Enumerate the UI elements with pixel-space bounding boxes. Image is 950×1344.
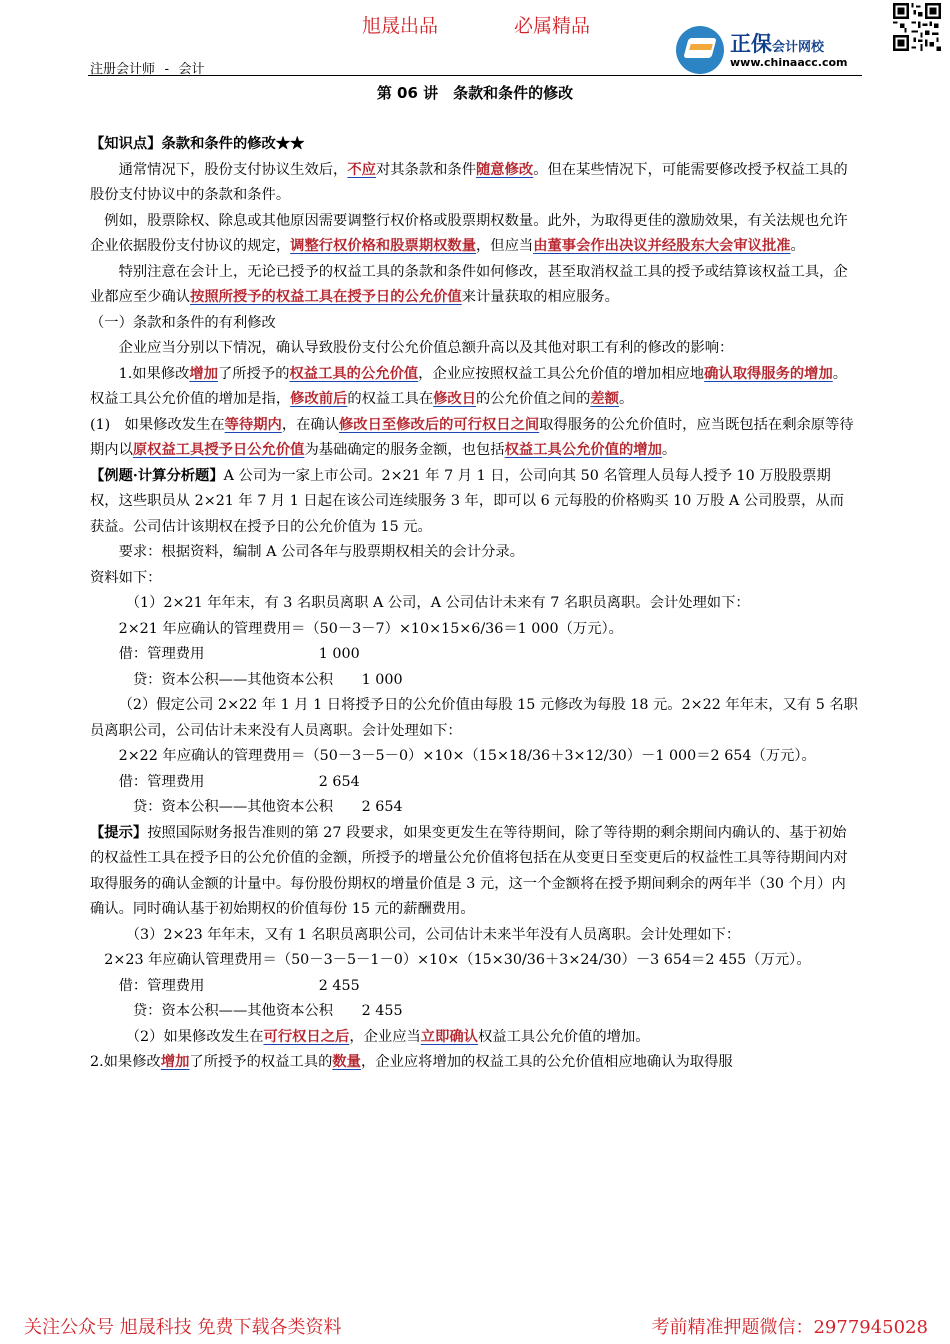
paragraph: 1.如果修改增加了所授予的权益工具的公允价值，企业应按照权益工具公允价值的增加相应地确认取得服务的增加。权益工具公允价值的增加是指，修改前后的权益工具在修改日的公允价值之间的差额。 [90,365,848,407]
paragraph: 资料如下： [90,569,162,586]
footer-left: 关注公众号 旭晟科技 免费下载各类资料 [24,1317,342,1338]
paragraph: 2.如果修改增加了所授予的权益工具的数量，企业应将增加的权益工具的公允价值相应地确认为取得服 [90,1054,733,1070]
brand-right: 必属精品 [514,15,591,37]
journal-debit: 借：管理费用 2 455 [118,977,360,994]
course-name: 注册会计师 - 会计 [90,62,205,77]
lecture-title: 第 06 讲 条款和条件的修改 [376,84,574,102]
paragraph: 例如，股票除权、除息或其他原因需要调整行权价格或股票期权数量。此外，为取得更佳的激励效果，有关法规也允许企业依据股份支付协议的规定，调整行权价格和股票期权数量，但应当由董事会作出决议并经股东大会审议批准。 [90,212,848,254]
paragraph: （1）2×21 年年末，有 3 名职员离职 A 公司，A 公司估计未来有 7 名职员离职。会计处理如下： [125,595,750,611]
knowledge-heading: 【知识点】条款和条件的修改★★ [90,136,305,152]
logo-emblem-icon [676,26,724,74]
journal-credit: 贷：资本公积——其他资本公积 2 654 [132,799,403,815]
brand-left: 旭晟出品 [362,15,439,37]
tip-paragraph: 【提示】按照国际财务报告准则的第 27 段要求，如果变更发生在等待期间，除了等待期的剩余期间内确认的、基于初始的权益性工具在授予日的公允价值的金额，所授予的增量公允价值将包括在从变更日至变更后的权益性工具等待期间内对取得服务的确认金额的计量中。每份股份期权的增量价值是 3 元，这一个金额将在授予期间剩余的两年半（30 个月）内确认。同时确认基于初始期权的价值每份 15 元的薪酬费用。 [90,824,848,917]
formula-line: 2×23 年应确认管理费用＝（50－3－5－1－0）×10×（15×30/36＋3×24/30）－3 654＝2 455（万元）。 [104,952,811,968]
footer-right: 考前精准押题微信：2977945028 [651,1317,928,1338]
paragraph: （3）2×23 年年末，又有 1 名职员离职公司，公司估计未来半年没有人员离职。会计处理如下： [125,926,741,943]
paragraph: 特别注意在会计上，无论已授予的权益工具的条款和条件如何修改，甚至取消权益工具的授予或结算该权益工具，企业都应至少确认按照所授予的权益工具在授予日的公允价值来计量获取的相应服务。 [90,263,848,305]
journal-credit: 贷：资本公积——其他资本公积 1 000 [132,671,403,688]
paragraph: 通常情况下，股份支付协议生效后，不应对其条款和条件随意修改。但在某些情况下，可能需要修改授予权益工具的股份支付协议中的条款和条件。 [90,161,848,203]
logo-url: www.chinaacc.com [730,56,848,69]
example-paragraph: 【例题·计算分析题】A 公司为一家上市公司。2×21 年 7 月 1 日，公司向其 50 名管理人员每人授予 10 万股股票期权，这些职员从 2×21 年 7 月 1 日起在该公司连续服务 3 年，即可以 6 元每股的价格购买 10 万股 A 公司股票，从而获益。公司估计该期权在授予日的公允价值为 15 元。 [90,467,844,535]
section-heading: （一）条款和条件的有利修改 [90,314,276,331]
logo-name: 正保 [730,32,772,56]
document-body [90,132,858,1076]
qr-code-icon [893,3,941,51]
logo-subname: 会计网校 [772,40,825,55]
paragraph: 企业应当分别以下情况，确认导致股份支付公允价值总额升高以及其他对职工有利的修改的影响： [118,340,734,356]
paragraph: (1) 如果修改发生在等待期内，在确认修改日至修改后的可行权日之间取得服务的公允价值时，应当既包括在剩余原等待期内以原权益工具授予日公允价值为基础确定的服务金额，也包括权益工具公允价值的增加。 [90,416,854,458]
formula-line: 2×21 年应确认的管理费用＝（50－3－7）×10×15×6/36＝1 000（万元）。 [118,620,623,637]
journal-debit: 借：管理费用 2 654 [118,773,360,790]
site-logo[interactable] [676,26,866,76]
paragraph: （2）假定公司 2×22 年 1 月 1 日将授予日的公允价值由每股 15 元修改为每股 18 元。2×22 年年末，又有 5 名职员离职公司，公司估计未来没有人员离职。会计处理如下： [90,697,858,739]
journal-debit: 借：管理费用 1 000 [118,646,360,662]
formula-line: 2×22 年应确认的管理费用＝（50－3－5－0）×10×（15×18/36＋3×12/30）－1 000＝2 654（万元）。 [118,748,816,764]
journal-credit: 贷：资本公积——其他资本公积 2 455 [132,1003,403,1019]
paragraph: （2）如果修改发生在可行权日之后，企业应当立即确认权益工具公允价值的增加。 [125,1028,650,1045]
paragraph: 要求：根据资料，编制 A 公司各年与股票期权相关的会计分录。 [118,544,525,560]
